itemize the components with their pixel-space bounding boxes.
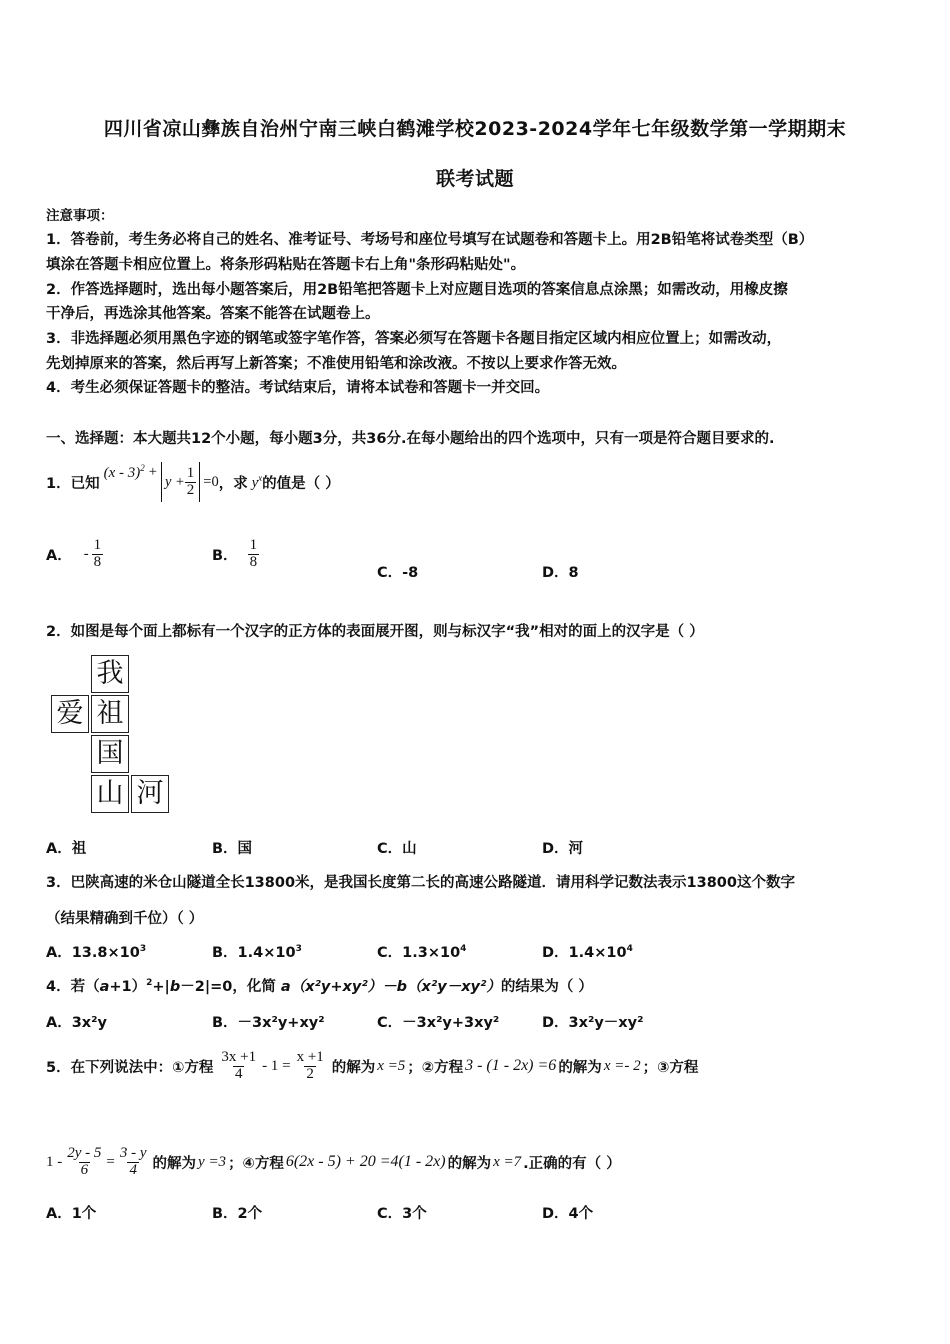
notes-heading: 注意事项：	[46, 208, 114, 224]
cube-face-ai: 爱	[51, 695, 89, 733]
q5-sol1: x =5	[377, 1057, 406, 1074]
q3-option-d[interactable]	[542, 941, 633, 962]
q1-option-b[interactable]	[212, 538, 259, 571]
q5-f4-num: 3 - y	[119, 1144, 147, 1161]
q3-option-d-text: D．1.4×10	[542, 945, 627, 961]
question-4	[46, 975, 593, 996]
q3-option-b[interactable]	[212, 941, 302, 962]
q1-option-b-den: 8	[249, 553, 258, 570]
q2-option-a[interactable]: A．祖	[46, 841, 87, 857]
note-1b: 填涂在答题卡相应位置上。将条形码粘贴在答题卡右上角"条形码粘贴处"。	[46, 257, 526, 273]
q5-sol4: x =7	[493, 1153, 522, 1170]
question-2: 2．如图是每个面上都标有一个汉字的正方体的表面展开图，则与标汉字“我”相对的面上的汉字是（ ）	[46, 624, 704, 640]
q4-square: 2	[146, 978, 153, 989]
q5-fraction-2	[295, 1050, 326, 1083]
q3-option-a-text: A．13.8×10	[46, 945, 140, 961]
q5-fraction-3	[65, 1146, 103, 1179]
question-3-line1: 3．巴陕高速的米仓山隧道全长13800米，是我国长度第二长的高速公路隧道．请用科学记数法表示13800这个数字	[46, 875, 795, 891]
q3-option-a-exp: 3	[139, 944, 147, 955]
cube-face-shan: 山	[91, 775, 129, 813]
note-2b: 干净后，再选涂其他答案。答案不能答在试题卷上。	[46, 306, 380, 322]
note-1a: 1．答卷前，考生务必将自己的姓名、准考证号、考场号和座位号填写在试题卷和答题卡上。用2B铅笔将试卷类型（B）	[46, 232, 814, 248]
note-3b: 先划掉原来的答案，然后再写上新答案；不准使用铅笔和涂改液。不按以上要求作答无效。	[46, 356, 626, 372]
q5-end: .正确的有（ ）	[523, 1155, 621, 1172]
question-3-line2: （结果精确到千位）（ ）	[46, 911, 204, 927]
note-4: 4．考生必须保证答题卡的整洁。考试结束后，请将本试卷和答题卡一并交回。	[46, 380, 550, 396]
q5-eqsign: =	[106, 1153, 115, 1170]
q5-fraction-4	[118, 1146, 149, 1179]
cube-face-he: 河	[131, 775, 169, 813]
q2-option-d[interactable]: D．河	[542, 841, 584, 857]
q1-plus: +	[148, 463, 157, 480]
q3-option-c-text: C．1.3×10	[377, 945, 461, 961]
q5-sol3-pre: 的解为	[152, 1155, 197, 1172]
q5-f2-num: x +1	[296, 1048, 324, 1065]
q4-var-a: a	[99, 979, 110, 995]
q5-f2-den: 2	[306, 1065, 314, 1082]
q4-text3: +|	[152, 979, 170, 995]
q5-fraction-1	[219, 1050, 258, 1083]
q5-mid3: ；④方程	[228, 1155, 284, 1172]
q5-f3-num: 2y - 5	[67, 1144, 102, 1161]
q1-option-b-fraction	[248, 538, 260, 571]
q1-option-a[interactable]	[46, 538, 103, 571]
q4-text4: －2|=0，化简	[180, 979, 281, 995]
q2-option-c[interactable]: C．山	[377, 841, 417, 857]
q3-option-b-text: B．1.4×10	[212, 945, 296, 961]
q5-f4-den: 4	[129, 1161, 137, 1178]
q1-option-c[interactable]: C．-8	[377, 565, 419, 581]
q5-f1-den: 4	[234, 1065, 243, 1082]
q4-var-b: b	[169, 979, 181, 995]
q1-abs-left: y +	[164, 473, 185, 490]
q5-mid1: ；②方程	[407, 1059, 464, 1076]
q1-option-a-fraction	[92, 538, 104, 571]
q5-sol2: x =- 2	[603, 1057, 641, 1074]
q3-option-a[interactable]	[46, 941, 146, 962]
q1-ypow: y	[251, 474, 259, 491]
q5-f1-num: 3x +1	[221, 1048, 257, 1065]
q1-half-den: 2	[186, 481, 195, 498]
q4-option-c[interactable]: C．－3x²y+3xy²	[377, 1015, 500, 1031]
q4-text1: 4．若（	[46, 979, 100, 995]
q1-ypow-sup: x	[258, 472, 263, 483]
q3-option-c[interactable]	[377, 941, 466, 962]
cube-face-guo: 国	[91, 735, 129, 773]
q5-sol4-pre: 的解为	[447, 1155, 492, 1172]
q1-option-a-sign: -	[83, 545, 89, 562]
q5-sol1-pre: 的解为	[331, 1059, 376, 1076]
q5-mid2: ；③方程	[642, 1059, 699, 1076]
question-5-line1	[46, 1044, 698, 1088]
q3-option-b-exp: 3	[295, 944, 302, 955]
q1-suffix: 的值是（ ）	[262, 475, 340, 492]
q5-option-c[interactable]: C．3个	[377, 1206, 427, 1222]
exam-title-line1: 四川省凉山彝族自治州宁南三峡白鹤滩学校2023-2024学年七年级数学第一学期期末	[103, 118, 847, 140]
q4-text5: 的结果为（ ）	[500, 979, 593, 995]
q4-text2: +1）	[109, 979, 147, 995]
question-5-line2	[46, 1140, 621, 1184]
q5-eq2: 3 - (1 - 2x) =6	[465, 1057, 557, 1074]
q1-half-fraction	[185, 466, 197, 499]
q3-option-d-exp: 4	[626, 944, 633, 955]
q4-option-a[interactable]: A．3x²y	[46, 1015, 107, 1031]
cube-face-zu: 祖	[91, 695, 129, 733]
cube-face-wo: 我	[91, 655, 129, 693]
note-3a: 3．非选择题必须用黑色字迹的钢笔或签字笔作答，答案必须写在答题卡各题目指定区域内相应位置上；如需改动，	[46, 331, 782, 347]
q5-eq4: 6(2x - 5) + 20 =4(1 - 2x)	[285, 1153, 446, 1170]
q4-option-b[interactable]: B．－3x²y+xy²	[212, 1015, 325, 1031]
note-2a: 2．作答选择题时，选出每小题答案后，用2B铅笔把答题卡上对应题目选项的答案信息点涂黑；如需改动，用橡皮擦	[46, 282, 788, 298]
q5-one-minus: 1 -	[46, 1153, 63, 1170]
q1-option-d[interactable]: D．8	[542, 565, 579, 581]
q5-option-a[interactable]: A．1个	[46, 1206, 97, 1222]
q2-option-b[interactable]: B．国	[212, 841, 253, 857]
q5-option-d[interactable]: D．4个	[542, 1206, 594, 1222]
q1-option-a-den: 8	[93, 553, 102, 570]
q5-option-b[interactable]: B．2个	[212, 1206, 263, 1222]
q3-option-c-exp: 4	[460, 944, 467, 955]
question-1	[46, 462, 340, 502]
q5-sol3: y =3	[198, 1153, 227, 1170]
q4-option-d[interactable]: D．3x²y－xy²	[542, 1015, 644, 1031]
q4-expression: a（x²y+xy²）－b（x²y－xy²）	[280, 979, 501, 995]
q5-prefix: 5．在下列说法中：①方程	[46, 1059, 214, 1076]
q1-expr-a: (x - 3)	[103, 464, 141, 481]
q1-option-b-label: B．	[212, 547, 238, 564]
q1-eq0: =0	[203, 473, 219, 490]
q1-half-num: 1	[186, 464, 195, 481]
q1-expr-a-sup: 2	[140, 462, 145, 473]
q5-minus1: - 1 =	[262, 1057, 291, 1074]
q1-option-a-num: 1	[93, 537, 102, 553]
exam-title-line2: 联考试题	[435, 168, 514, 190]
q1-option-a-label: A．	[46, 547, 72, 564]
q1-option-b-num: 1	[249, 537, 258, 553]
q1-prefix: 1．已知	[46, 475, 100, 492]
q1-mid: ，求	[218, 475, 248, 492]
section-1-heading: 一、选择题：本大题共12个小题，每小题3分，共36分.在每小题给出的四个选项中，只有一项是符合题目要求的.	[46, 431, 775, 447]
q5-sol2-pre: 的解为	[558, 1059, 602, 1076]
q5-f3-den: 6	[80, 1161, 89, 1178]
